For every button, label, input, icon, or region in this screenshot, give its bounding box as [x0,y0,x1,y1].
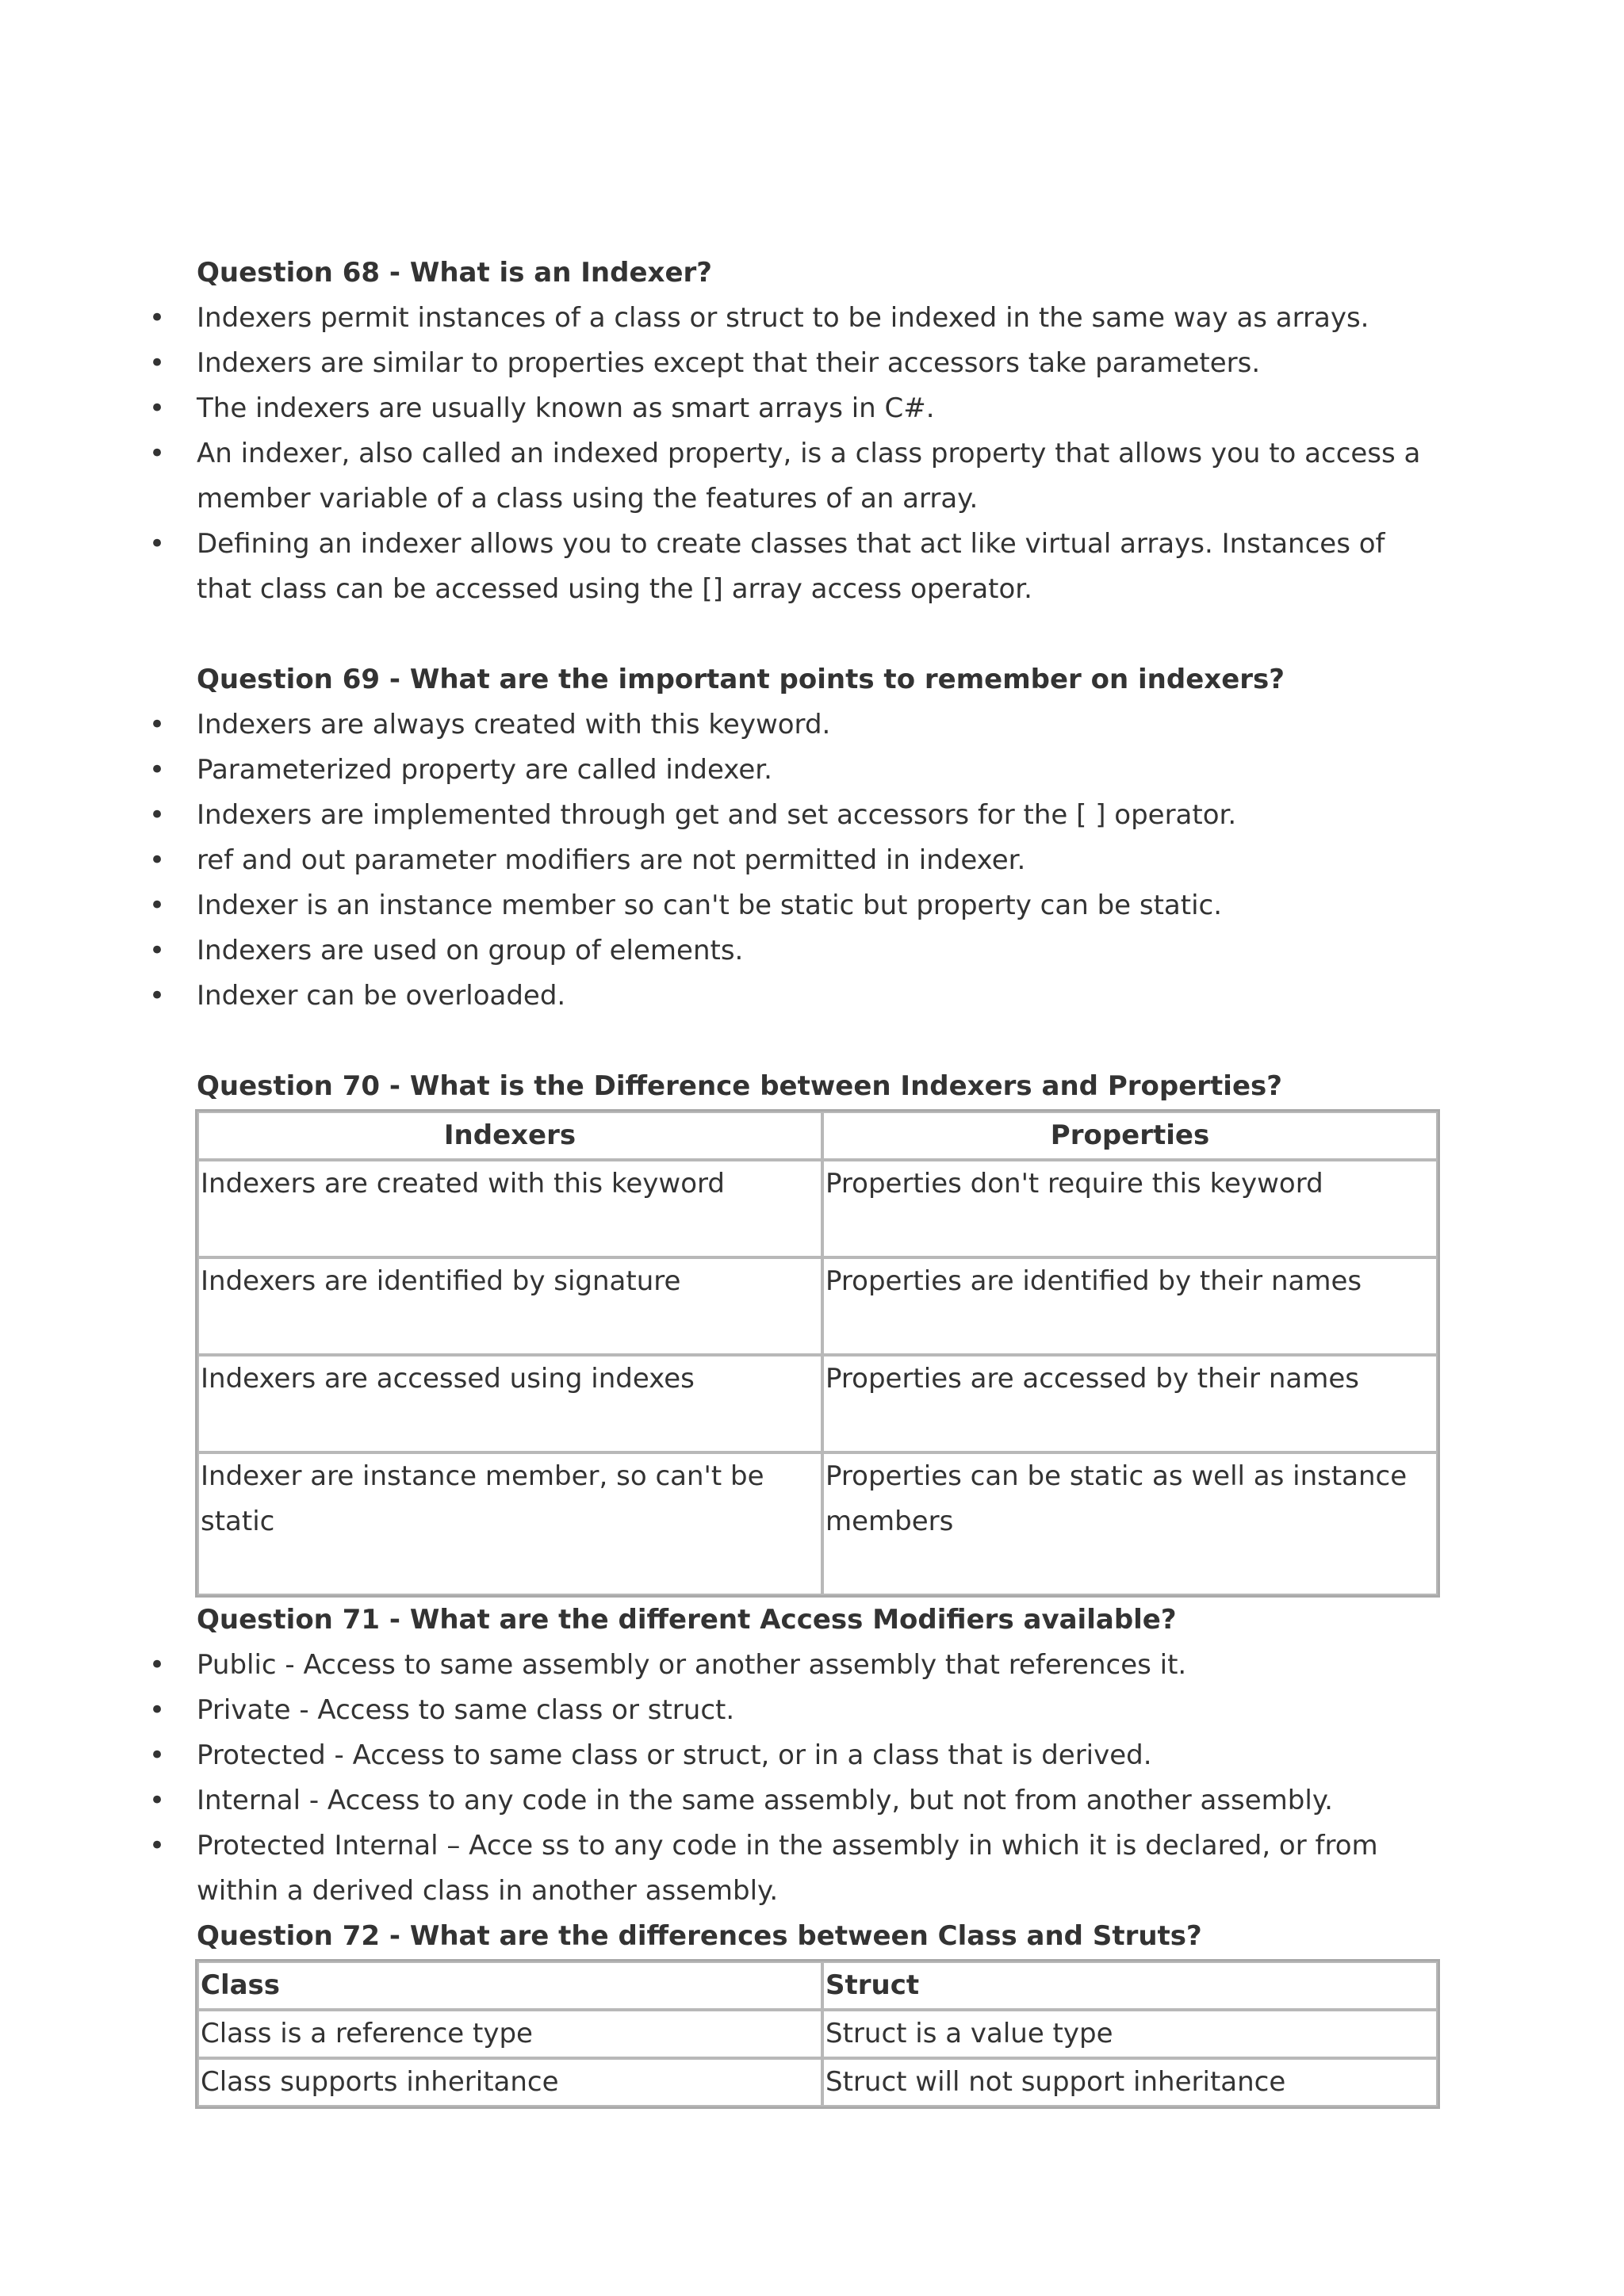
table-header-row [197,1112,1438,1160]
table-cell: Indexers are created with this keyword [197,1160,822,1257]
question-70-title: Question 70 - What is the Difference between Indexers and Properties? [197,1070,1282,1102]
table-cell: Properties can be static as well as instance members [822,1452,1438,1595]
table-row [197,1257,1438,1355]
bullet-item: • Internal - Access to any code in the same assembly, but not from another assembly. [197,1778,1440,1823]
class-vs-struct-table [195,1959,1440,2109]
question-72-title: Question 72 - What are the differences between Class and Struts? [197,1920,1202,1952]
bullet-item: • The indexers are usually known as smart arrays in C#. [197,386,1440,431]
table-cell: Indexers are identified by signature [197,1257,822,1355]
table-cell: Struct is a value type [822,2010,1438,2058]
question-71-bullets [197,1643,1440,1914]
table-cell: Struct will not support inheritance [822,2058,1438,2107]
question-68-bullets [197,296,1440,612]
question-72 [197,1914,1440,2109]
question-69-bullets [197,702,1440,1019]
bullet-item: • Parameterized property are called indexer. [197,748,1440,793]
bullet-item: • Indexers are implemented through get and set accessors for the [ ] operator. [197,793,1440,838]
question-71-title: Question 71 - What are the different Access Modifiers available? [197,1604,1177,1636]
bullet-item: • An indexer, also called an indexed property, is a class property that allows you to access a member variable of a class using the features of an array. [197,431,1440,522]
table-cell: Properties are identified by their names [822,1257,1438,1355]
table-header-cell: Indexers [197,1112,822,1160]
question-68-title: Question 68 - What is an Indexer? [197,257,713,289]
table-cell: Properties are accessed by their names [822,1355,1438,1452]
question-69-title: Question 69 - What are the important points to remember on indexers? [197,664,1285,695]
bullet-item: • Private - Access to same class or struct. [197,1688,1440,1733]
question-69 [197,657,1440,1019]
bullet-item: • Indexers are always created with this keyword. [197,702,1440,748]
table-cell: Indexers are accessed using indexes [197,1355,822,1452]
question-71 [197,1598,1440,1914]
bullet-item: • Indexer can be overloaded. [197,974,1440,1019]
spacer [197,1019,1440,1064]
bullet-item: • Indexer is an instance member so can't be static but property can be static. [197,883,1440,928]
table-header-cell: Struct [822,1961,1438,2010]
table-header-row [197,1961,1438,2010]
table-cell: Properties don't require this keyword [822,1160,1438,1257]
table-row [197,2010,1438,2058]
bullet-item: • Public - Access to same assembly or another assembly that references it. [197,1643,1440,1688]
table-header-cell: Properties [822,1112,1438,1160]
page-content [197,251,1440,2109]
table-cell: Class is a reference type [197,2010,822,2058]
bullet-item: • Protected Internal – Acce ss to any code in the assembly in which it is declared, or from within a derived class in another assembly. [197,1823,1440,1914]
question-70 [197,1064,1440,1598]
table-row [197,2058,1438,2107]
bullet-item: • Protected - Access to same class or struct, or in a class that is derived. [197,1733,1440,1778]
bullet-item: • ref and out parameter modifiers are not permitted in indexer. [197,838,1440,883]
spacer [197,612,1440,657]
bullet-item: • Indexers are used on group of elements. [197,928,1440,974]
table-cell: Class supports inheritance [197,2058,822,2107]
question-68 [197,251,1440,612]
table-row [197,1452,1438,1595]
table-cell: Indexer are instance member, so can't be static [197,1452,822,1595]
table-row [197,1160,1438,1257]
bullet-item: • Indexers permit instances of a class or struct to be indexed in the same way as arrays. [197,296,1440,341]
indexers-vs-properties-table [195,1109,1440,1598]
table-header-cell: Class [197,1961,822,2010]
table-row [197,1355,1438,1452]
bullet-item: • Indexers are similar to properties except that their accessors take parameters. [197,341,1440,386]
bullet-item: • Defining an indexer allows you to create classes that act like virtual arrays. Instances of that class can be accessed using the [] array access operator. [197,522,1440,612]
